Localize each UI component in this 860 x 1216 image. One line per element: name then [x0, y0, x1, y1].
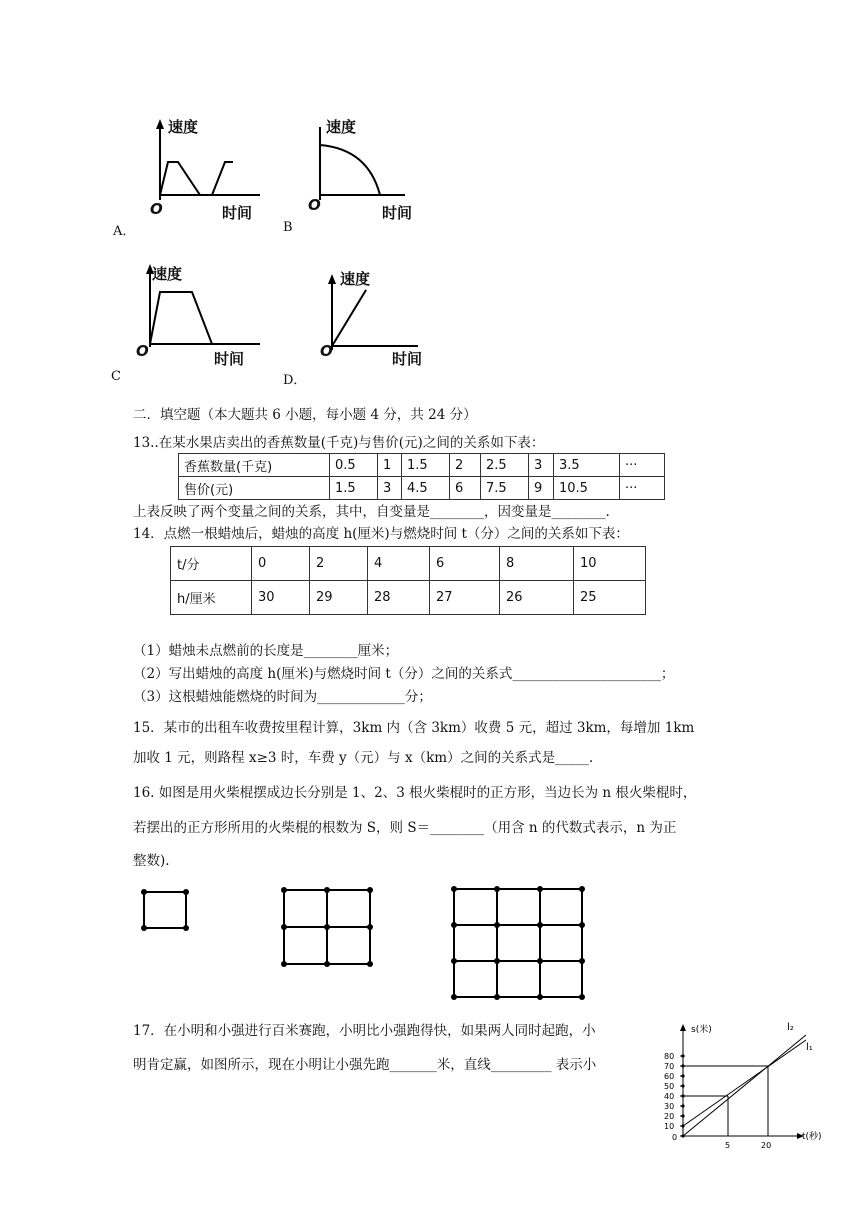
- table-cell: 1.5: [402, 454, 450, 477]
- table-row: [171, 547, 646, 581]
- velocity-axis-label: 速度: [152, 265, 183, 283]
- table-cell: 0.5: [330, 454, 378, 477]
- table-cell: 3.5: [554, 454, 620, 477]
- q14-sub2: （2）写出蜡烛的高度 h(厘米)与燃烧时间 t（分）之间的关系式______________________；: [133, 666, 675, 682]
- table-cell: 2: [310, 547, 368, 581]
- table-cell: 28: [368, 581, 430, 615]
- origin-label: O: [136, 342, 149, 360]
- table-cell: 1.5: [330, 477, 378, 500]
- q15-line1: 15．某市的出租车收费按里程计算，3km 内（含 3km）收费 5 元，超过 3km，每增加 1km: [133, 720, 695, 736]
- y-tick-label: 20: [664, 1112, 675, 1121]
- q14-sub3: （3）这根蜡烛能燃烧的时间为_____________分；: [133, 689, 432, 705]
- option-a-label: A．: [113, 224, 136, 239]
- y-tick-label: 60: [664, 1072, 675, 1081]
- origin-label: O: [150, 200, 163, 218]
- velocity-axis-label: 速度: [340, 270, 371, 288]
- table-cell: 8: [500, 547, 574, 581]
- y-tick-label: 30: [664, 1102, 675, 1111]
- y-axis-label: s(米): [691, 1025, 712, 1035]
- y-tick-label: 40: [664, 1092, 675, 1101]
- table-cell: 3: [378, 477, 402, 500]
- y-tick-label: 50: [664, 1082, 675, 1091]
- table-cell: 27: [430, 581, 500, 615]
- table-cell: 2.5: [481, 454, 529, 477]
- q13-table: [178, 453, 665, 500]
- line-l2-label: l₂: [787, 1022, 794, 1033]
- q14-stem: 14．点燃一根蜡烛后，蜡烛的高度 h(厘米)与燃烧时间 t（分）之间的关系如下表：: [133, 526, 629, 542]
- table-cell: 香蕉数量(千克): [179, 454, 330, 477]
- q16-line1: 16. 如图是用火柴棍摆成边长分别是 1、2、3 根火柴棍时的正方形，当边长为 n 根火柴棍时，: [133, 785, 697, 801]
- q15-line2: 加收 1 元，则路程 x≥3 时，车费 y（元）与 x（km）之间的关系式是_____.: [133, 750, 594, 766]
- table-cell: 7.5: [481, 477, 529, 500]
- table-cell: 售价(元): [179, 477, 330, 500]
- q16-line3: 整数).: [133, 853, 170, 869]
- time-axis-label: 时间: [382, 204, 413, 222]
- matchstick-square-1: [138, 886, 194, 936]
- table-cell: 1: [378, 454, 402, 477]
- distance-time-chart: [660, 1018, 860, 1148]
- line-l1-label: l₁: [806, 1042, 813, 1053]
- time-axis-label: 时间: [392, 350, 423, 368]
- matchstick-square-3: [446, 882, 590, 1004]
- q13-stem: 13..在某水果店卖出的香蕉数量(千克)与售价(元)之间的关系如下表：: [133, 435, 545, 451]
- y-tick-label: 80: [664, 1052, 675, 1061]
- origin-tick: 0: [672, 1133, 678, 1142]
- table-cell: 6: [430, 547, 500, 581]
- table-cell: 25: [574, 581, 646, 615]
- origin-label: O: [320, 342, 333, 360]
- table-cell: h/厘米: [171, 581, 252, 615]
- time-axis-label: 时间: [214, 350, 245, 368]
- table-cell: 0: [252, 547, 310, 581]
- table-cell: t/分: [171, 547, 252, 581]
- table-cell: 9: [529, 477, 554, 500]
- table-row: [179, 454, 665, 477]
- q17-line1: 17．在小明和小强进行百米赛跑，小明比小强跑得快，如果两人同时起跑，小: [133, 1023, 596, 1039]
- origin-label: O: [308, 196, 321, 214]
- velocity-axis-label: 速度: [168, 118, 199, 136]
- table-cell: 29: [310, 581, 368, 615]
- x-axis-label: t(秒): [802, 1132, 822, 1142]
- table-cell: 3: [529, 454, 554, 477]
- table-cell: 10: [574, 547, 646, 581]
- table-cell: ···: [620, 477, 665, 500]
- q16-line2: 若摆出的正方形所用的火柴棍的根数为 S，则 S＝________（用含 n 的代数式表示，n 为正: [133, 820, 677, 836]
- table-cell: 4: [368, 547, 430, 581]
- table-cell: 30: [252, 581, 310, 615]
- section-heading: 二．填空题（本大题共 6 小题，每小题 4 分，共 24 分）: [133, 407, 477, 423]
- matchstick-square-2: [278, 884, 378, 972]
- option-b-label: B: [283, 220, 293, 235]
- table-cell: 4.5: [402, 477, 450, 500]
- y-tick-label: 10: [664, 1122, 675, 1131]
- table-row: [179, 477, 665, 500]
- q14-sub1: （1）蜡烛未点燃前的长度是________厘米；: [133, 643, 399, 659]
- q14-table: [170, 546, 646, 615]
- y-tick-label: 70: [664, 1062, 675, 1071]
- table-cell: 26: [500, 581, 574, 615]
- q13-answer-line: 上表反映了两个变量之间的关系，其中，自变量是________，因变量是________.: [133, 504, 610, 520]
- time-axis-label: 时间: [222, 204, 253, 222]
- table-cell: ···: [620, 454, 665, 477]
- table-cell: 2: [450, 454, 481, 477]
- table-row: [171, 581, 646, 615]
- option-d-label: D．: [283, 373, 307, 388]
- table-cell: 10.5: [554, 477, 620, 500]
- velocity-axis-label: 速度: [326, 118, 357, 136]
- option-c-label: C: [111, 369, 121, 384]
- x-tick-label: 20: [761, 1141, 772, 1148]
- q17-line2: 明肯定赢，如图所示，现在小明让小强先跑_______米，直线_________ 表示小: [133, 1057, 597, 1073]
- x-tick-label: 5: [725, 1141, 731, 1148]
- table-cell: 6: [450, 477, 481, 500]
